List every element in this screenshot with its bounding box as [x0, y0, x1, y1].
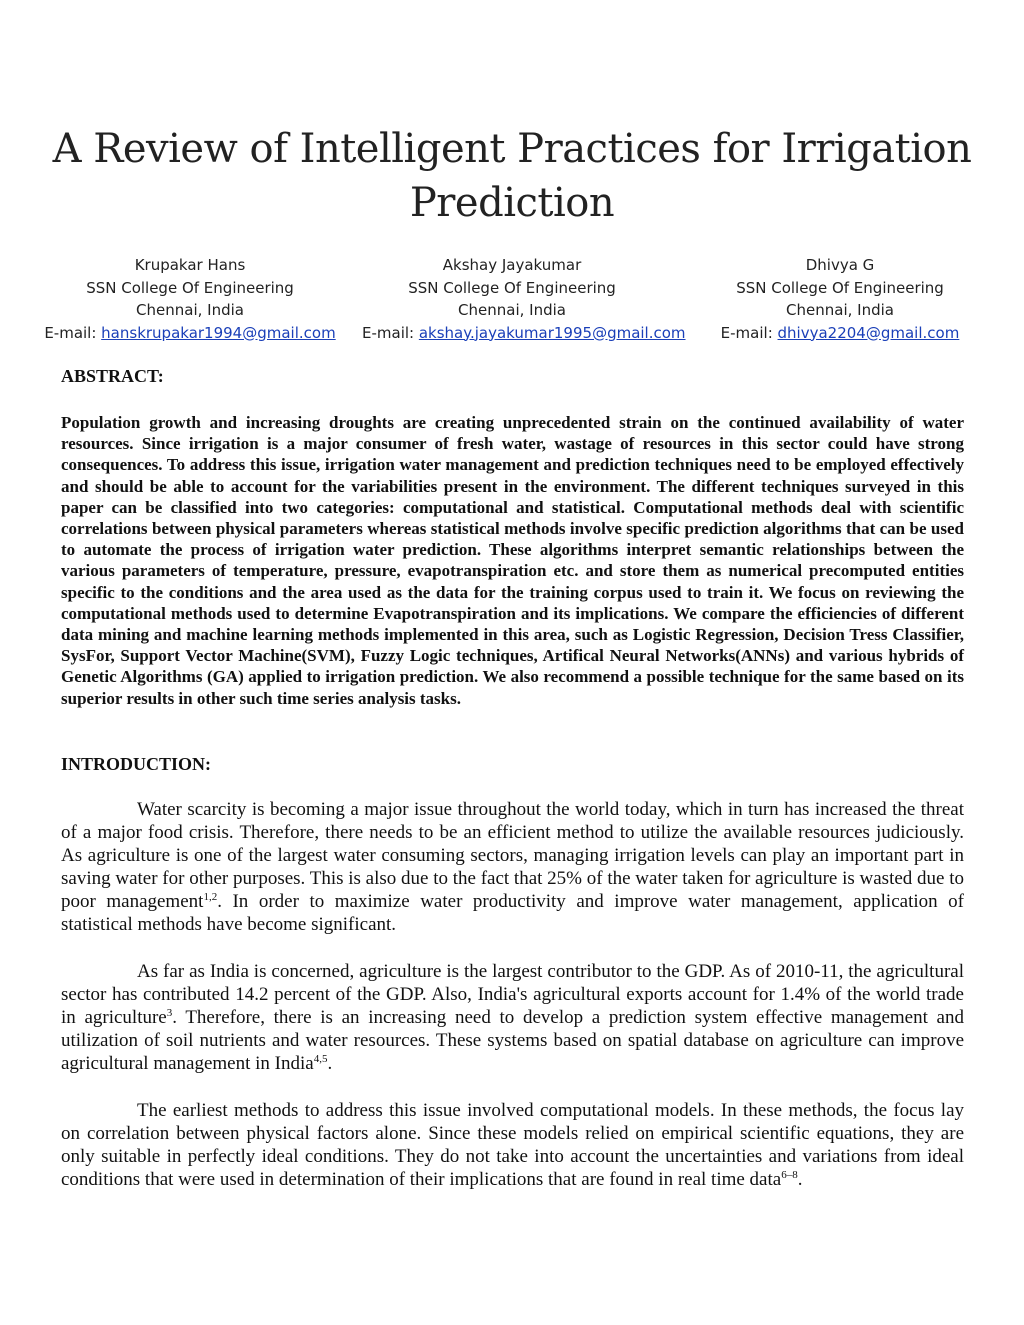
intro-paragraph-2	[61, 960, 964, 1075]
author-name: Dhivya G	[805, 256, 875, 274]
author-location: Chennai, India	[458, 301, 566, 319]
citation-superscript: 6–8	[781, 1169, 798, 1181]
introduction-heading: INTRODUCTION:	[61, 754, 212, 774]
author-affiliation: SSN College Of Engineering	[736, 278, 944, 297]
citation-superscript: 3	[166, 1007, 173, 1019]
author-affiliation: SSN College Of Engineering	[408, 278, 616, 297]
author-block-3	[690, 254, 990, 344]
email-label: E-mail:	[362, 323, 419, 342]
author-name: Krupakar Hans	[134, 256, 246, 274]
paragraph-text: Water scarcity is becoming a major issue throughout the world today, which in turn has increased the threat of a major food crisis. Therefore, there needs to be an efficient method to utilize the available resources judiciously. As agriculture is one of the largest water consuming sectors, managing irrigation levels can play an important part in saving water for other purposes. This is also due to the fact that 25% of the water taken for agriculture is wasted due to poor management	[61, 799, 964, 912]
paragraph-text: . Therefore, there is an increasing need to develop a prediction system effective management and utilization of soil nutrients and water resources. These systems based on spatial database on agriculture can improve agricultural management in India	[61, 1007, 964, 1074]
paragraph-text: . In order to maximize water productivity and improve water management, application of statistical methods have become significant.	[61, 891, 964, 935]
paragraph-text: As far as India is concerned, agriculture is the largest contributor to the GDP. As of 2010-11, the agricultural sector has contributed 14.2 percent of the GDP. Also, India's agricultural exports account for 1.4% of the world trade in agriculture	[61, 961, 964, 1028]
paragraph-text: .	[327, 1053, 333, 1074]
abstract-body: Population growth and increasing droughts are creating unprecedented strain on the continued availability of water resources. Since irrigation is a major consumer of fresh water, wastage of resources in this sector could have strong consequences. To address this issue, irrigation water management and prediction techniques need to be employed effectively and should be able to account for the variabilities present in the environment. The different techniques surveyed in this paper can be classified into two categories: computational and statistical. Computational methods deal with scientific correlations between physical parameters whereas statistical methods involve specific prediction algorithms that can be used to automate the process of irrigation water prediction. These algorithms interpret semantic relationships between the various parameters of temperature, pressure, evapotranspiration etc. and store them as numerical precomputed entities specific to the conditions and the area used as the data for the training corpus used to train it. We focus on reviewing the computational methods used to determine Evapotranspiration and its implications. We compare the efficiencies of different data mining and machine learning methods implemented in this area, such as Logistic Regression, Decision Tress Classifier, SysFor, Support Vector Machine(SVM), Fuzzy Logic techniques, Artifical Neural Networks(ANNs) and various hybrids of Genetic Algorithms (GA) applied to irrigation prediction. We also recommend a possible technique for the same based on its superior results in other such time series analysis tasks.	[61, 413, 964, 708]
author-block-1	[40, 254, 340, 344]
email-label: E-mail:	[44, 323, 102, 342]
author-location: Chennai, India	[786, 301, 894, 319]
paragraph-text: .	[797, 1169, 803, 1190]
author-location: Chennai, India	[136, 301, 244, 319]
author-affiliation: SSN College Of Engineering	[86, 278, 294, 297]
citation-superscript: 1,2	[203, 891, 218, 903]
author-block-2	[362, 254, 686, 344]
citation-superscript: 4,5	[313, 1053, 328, 1065]
abstract-heading: ABSTRACT:	[61, 366, 164, 386]
paper-title: A Review of Intelligent Practices for Irrigation Prediction	[52, 126, 972, 226]
author-name: Akshay Jayakumar	[442, 256, 582, 274]
author-email-link[interactable]: dhivya2204@gmail.com	[777, 323, 960, 342]
author-email-link[interactable]: hanskrupakar1994@gmail.com	[101, 323, 336, 342]
paragraph-text: The earliest methods to address this issue involved computational models. In these methods, the focus lay on correlation between physical factors alone. Since these models relied on empirical scientific equations, they are only suitable in perfectly ideal conditions. They do not take into account the uncertainties and variations from ideal conditions that were used in determination of their implications that are found in real time data	[61, 1100, 964, 1190]
author-email-link[interactable]: akshay.jayakumar1995@gmail.com	[418, 323, 686, 342]
intro-paragraph-3	[61, 1099, 964, 1191]
email-label: E-mail:	[720, 323, 778, 342]
intro-paragraph-1	[61, 798, 964, 936]
